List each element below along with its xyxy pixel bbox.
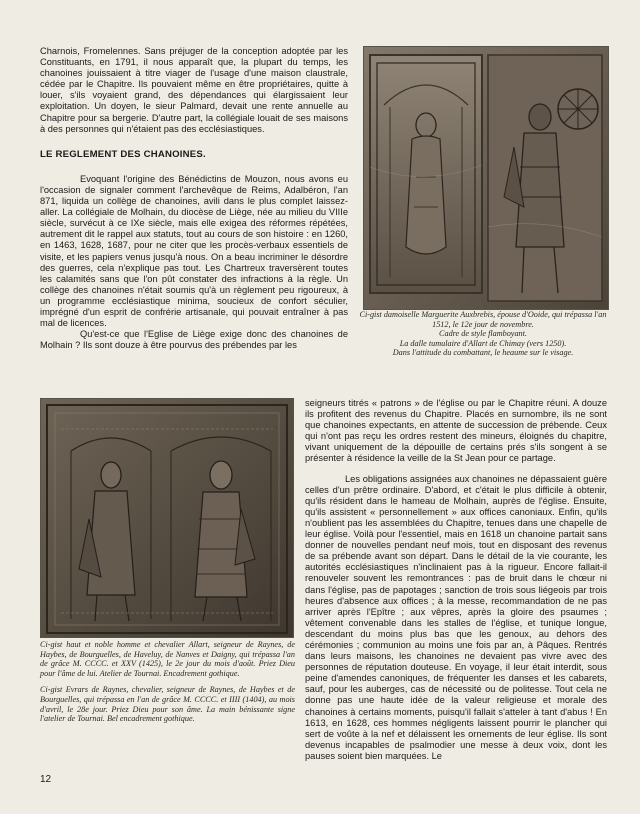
tomb-slab-photo-marguerite-allart (363, 46, 609, 310)
caption-paragraph: Ci-gist Evrars de Raynes, chevalier, seigneur de Raynes, de Haybes et de Bourguelles, qui trépassa en l'an de grâce M. CCCC. et IIII (1404), au mois d'avril, le 28e jour. Priez Dieu pour son âme. La main bénissante signe l'atelier de Tournai. Bel encadrement gothique. (40, 685, 295, 724)
tomb-slab-photo-raynes-knights (40, 398, 294, 638)
paragraph: Evoquant l'origine des Bénédictins de Mouzon, nous avons eu l'occasion de signaler comment l'archevêque de Reims, Adalbéron, l'an 871, liquida un collège de chanoines, avili dans le plus complet laissez-aller. La collégiale de Molhain, du diocèse de Liège, née au milieu du VIIIe siècle, survécut à ce IXe siècle, mais elle exigea des réformes répétées, autrement dit le rappel aux statuts, tout au cours de son histoire : en 1260, en 1463, 1628, 1687, pour ne citer que les procès-verbaux essentiels de visite, et les papiers venus jusqu'à nous. On a beau incriminer le désordre des guerres, cela n'explique pas tout. Les Chartreux traversèrent toutes les calamités sans que l'on pût constater des infractions à la règle. Un collège des chanoines n'était soumis qu'à un règlement peu rigoureux, à un programme ecclésiastique minima, soucieux de confort séculier, imprégné d'un esprit de confrérie artisanale, qui pouvait entraîner à pas mal de licences. (40, 173, 348, 329)
caption-line: Cadre de style flamboyant. (439, 329, 527, 339)
caption-line: Dans l'attitude du combattant, le heaume sur le visage. (392, 348, 574, 358)
bottom-right-text-column (305, 398, 607, 762)
photo-caption-bottom-left (40, 640, 295, 724)
paragraph: seigneurs titrés « patrons » de l'église ou par le Chapitre réuni. A douze ils profitent des revenus du Chapitre. Placés en surnombre, ils ne sont que chanoines expectants, en attente de succession de prébende. Ceux qui n'ont pas reçu les ordres restent des mineurs, éloignés du chapitre, vivant uniquement de la dépouille de certains prés s'ils songent à se présenter à résidence la veille de la St Jean pour ce partage. (305, 398, 607, 464)
paragraph: Les obligations assignées aux chanoines ne dépassaient guère celles d'un prêtre ordinaire. D'abord, et c'était le plus difficile à obtenir, qu'ils résident dans le hameau de Molhain, auprès de l'église. Ensuite, qu'ils assistent « personnellement » aux offices canoniaux. Enfin, qu'ils n'oublient pas les assemblées du Chapitre, tenues dans une chapelle de leur église. Voilà pour l'essentiel, mais en 1618 un chanoine partait sans donner de nouvelles pendant neuf mois, tout en disposant des revenus de sa prébende avant son départ. Dans le détail de la vie courante, les autorités ecclésiastiques n'inclinaient pas à la rigueur. Encore fallait-il renouveler souvent les remontrances : pas de bruit dans le chœur ni dans l'église, pas de papotages ; sanction de trois sous liégeois par trois heures d'absence aux offices ; à la messe, recommandation de ne pas arriver après l'Epître ; aux vêpres, après la gloire des psaumes ; vêtement convenable dans les stalles de l'église, et tunique longue, descendant du moins plus bas que les genoux, au dehors des cérémonies ; communion au moins une fois par an, à Pâques. Rentrés dans leurs maisons, les chanoines ne devaient pas vivre avec des personnes de réputation douteuse. En voyage, il leur était interdit, sous peine d'amendes canoniques, de fréquenter les danses et les cabarets, sauf, pour les auberges, cas de nécessité ou de politesse. Tout cela ne donne pas une haute idée de la valeur religieuse et morale des chanoines à certains moments, puisqu'il fallait s'atteler à tant d'abus ! En 1613, en 1628, ces hommes négligents laissent pourrir le plancher qui sert de voûte à la nef et délaissent les ornements de leur église. Ils sont devenus incapables de psalmodier une messe à deux voix, dont les pauses soient bien marquées. Le (305, 473, 607, 761)
section-heading: LE REGLEMENT DES CHANOINES. (40, 148, 206, 160)
paragraph: Qu'est-ce que l'Eglise de Liège exige donc des chanoines de Molhain ? Ils sont douze à être pourvus des prébendes par les (40, 329, 348, 351)
top-left-text-column (40, 46, 348, 351)
photo-caption-top-right (356, 310, 610, 358)
paragraph: Charnois, Fromelennes. Sans préjuger de la conception adoptée par les Constituants, en 1791, il nous apparaît que, la plupart du temps, les chanoines jouissaient à titre viager de l'usage d'une maison claustrale, cédée par le Chapitre. Ils pouvaient même en être propriétaires, quitte à louer, s'ils voyaient grand, des dépendances qui élargissaient leur exploitation. Un doyen, le sieur Palmard, devait une rente annuelle au Chapitre pour sa bergerie. D'autre part, la collégiale louait de ses maisons à des personnes qui n'étaient pas des ecclésiastiques. (40, 46, 348, 134)
caption-line: Ci-gist damoiselle Marguerite Auxbrebis, épouse d'Ooide, qui trépassa l'an 1512, le 12e jour de novembre. (359, 310, 607, 329)
caption-line: La dalle tumulaire d'Allart de Chimay (vers 1250). (399, 338, 567, 348)
caption-paragraph: Ci-gist haut et noble homme et chevalier Allart, seigneur de Raynes, de Haybes, de Bourguelles, de Haveluy, de Nanves et Daigny, qui trépassa l'an de grâce M. CCCC. et XXV (1425), le 2e jour du mois d'août. Priez Dieu pour l'âme de lui. Atelier de Tournai. Encadrement gothique. (40, 640, 295, 678)
page-number: 12 (40, 774, 52, 785)
